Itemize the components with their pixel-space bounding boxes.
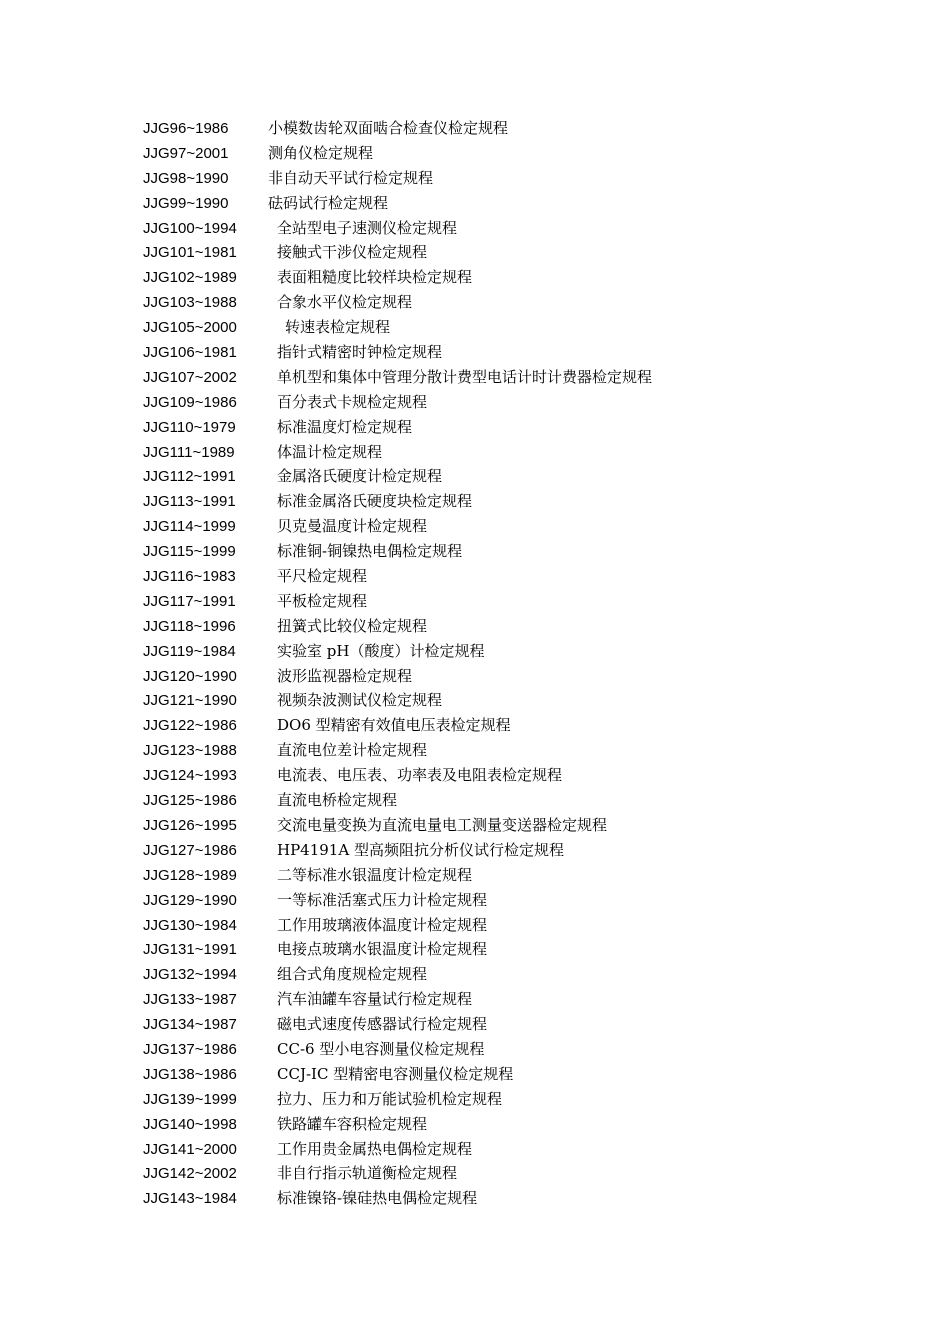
regulation-title: 转速表检定规程 xyxy=(285,318,391,337)
regulation-code: JJG127~1986 xyxy=(143,841,237,859)
regulation-title: 实验室 pH（酸度）计检定规程 xyxy=(277,641,485,660)
list-item xyxy=(143,639,923,664)
regulation-code: JJG142~2002 xyxy=(143,1165,237,1183)
regulation-code: JJG134~1987 xyxy=(143,1016,237,1034)
regulation-code: JJG140~1998 xyxy=(143,1115,237,1133)
regulation-title: 扭簧式比较仪检定规程 xyxy=(277,616,428,635)
list-item xyxy=(143,838,923,863)
list-item xyxy=(143,489,923,514)
list-item xyxy=(143,464,923,489)
regulation-title: 金属洛氏硬度计检定规程 xyxy=(277,467,443,486)
regulation-title: 百分表式卡规检定规程 xyxy=(277,392,428,411)
list-item xyxy=(143,514,923,539)
regulation-title: 铁路罐车容积检定规程 xyxy=(277,1114,428,1133)
list-item xyxy=(143,664,923,689)
regulation-code: JJG125~1986 xyxy=(143,792,237,810)
list-item xyxy=(143,340,923,365)
regulation-code: JJG128~1989 xyxy=(143,866,237,884)
list-item xyxy=(143,1087,923,1112)
list-item xyxy=(143,265,923,290)
list-item xyxy=(143,390,923,415)
regulation-title: 表面粗糙度比较样块检定规程 xyxy=(277,268,473,287)
regulation-title: 接触式干涉仪检定规程 xyxy=(277,243,428,262)
regulation-title: 测角仪检定规程 xyxy=(268,143,374,162)
regulation-code: JJG98~1990 xyxy=(143,169,229,187)
regulation-code: JJG126~1995 xyxy=(143,816,237,834)
list-item xyxy=(143,1062,923,1087)
list-item xyxy=(143,1012,923,1037)
regulation-title: 单机型和集体中管理分散计费型电话计时计费器检定规程 xyxy=(277,367,653,386)
regulation-code: JJG138~1986 xyxy=(143,1065,237,1083)
list-item xyxy=(143,962,923,987)
list-item xyxy=(143,713,923,738)
list-item xyxy=(143,1037,923,1062)
regulation-code: JJG103~1988 xyxy=(143,294,237,312)
list-item xyxy=(143,315,923,340)
list-item xyxy=(143,191,923,216)
list-item xyxy=(143,937,923,962)
regulation-code: JJG99~1990 xyxy=(143,194,229,212)
regulation-title: CC-6 型小电容测量仪检定规程 xyxy=(277,1039,485,1058)
regulation-title: 汽车油罐车容量试行检定规程 xyxy=(277,990,473,1009)
regulation-code: JJG130~1984 xyxy=(143,916,237,934)
list-item xyxy=(143,166,923,191)
regulation-code: JJG110~1979 xyxy=(143,418,236,436)
regulation-code: JJG101~1981 xyxy=(143,244,237,262)
regulation-title: 标准温度灯检定规程 xyxy=(277,417,413,436)
regulation-code: JJG113~1991 xyxy=(143,493,236,511)
regulation-title: HP4191A 型高频阻抗分析仪试行检定规程 xyxy=(277,840,564,859)
list-item xyxy=(143,987,923,1012)
regulation-code: JJG122~1986 xyxy=(143,717,237,735)
regulation-code: JJG120~1990 xyxy=(143,667,237,685)
regulation-title: 贝克曼温度计检定规程 xyxy=(277,517,428,536)
regulation-code: JJG115~1999 xyxy=(143,543,236,561)
regulation-code: JJG129~1990 xyxy=(143,891,237,909)
list-item xyxy=(143,913,923,938)
regulation-title: 组合式角度规检定规程 xyxy=(277,965,428,984)
regulation-title: 平尺检定规程 xyxy=(277,567,368,586)
regulation-title: 平板检定规程 xyxy=(277,591,368,610)
regulation-code: JJG105~2000 xyxy=(143,319,237,337)
regulation-title: 非自行指示轨道衡检定规程 xyxy=(277,1164,458,1183)
list-item xyxy=(143,589,923,614)
regulation-title: 波形监视器检定规程 xyxy=(277,666,413,685)
list-item xyxy=(143,1161,923,1186)
regulation-title: 直流电桥检定规程 xyxy=(277,791,398,810)
regulation-title: 指针式精密时钟检定规程 xyxy=(277,343,443,362)
list-item xyxy=(143,240,923,265)
regulation-code: JJG111~1989 xyxy=(143,443,235,461)
regulation-code: JJG123~1988 xyxy=(143,742,237,760)
regulation-title: 拉力、压力和万能试验机检定规程 xyxy=(277,1089,503,1108)
list-item xyxy=(143,564,923,589)
list-item xyxy=(143,539,923,564)
list-item xyxy=(143,763,923,788)
regulation-title: 磁电式速度传感器试行检定规程 xyxy=(277,1015,488,1034)
list-item xyxy=(143,888,923,913)
regulation-title: 全站型电子速测仪检定规程 xyxy=(277,218,458,237)
list-item xyxy=(143,1137,923,1162)
regulation-title: 非自动天平试行检定规程 xyxy=(268,168,434,187)
list-item xyxy=(143,863,923,888)
list-item xyxy=(143,813,923,838)
regulation-code: JJG114~1999 xyxy=(143,518,236,536)
regulation-title: 二等标准水银温度计检定规程 xyxy=(277,865,473,884)
regulation-code: JJG133~1987 xyxy=(143,991,237,1009)
list-item xyxy=(143,688,923,713)
regulation-code: JJG139~1999 xyxy=(143,1090,237,1108)
regulation-title: 工作用玻璃液体温度计检定规程 xyxy=(277,915,488,934)
regulation-title: 直流电位差计检定规程 xyxy=(277,741,428,760)
regulation-title: 一等标准活塞式压力计检定规程 xyxy=(277,890,488,909)
regulation-title: 小模数齿轮双面啮合检查仪检定规程 xyxy=(268,119,509,137)
regulation-code: JJG121~1990 xyxy=(143,692,237,710)
regulation-code: JJG124~1993 xyxy=(143,767,237,785)
regulation-title: 标准铜-铜镍热电偶检定规程 xyxy=(277,542,463,561)
regulation-code: JJG97~2001 xyxy=(143,144,229,162)
regulation-title: CCJ-IC 型精密电容测量仪检定规程 xyxy=(277,1064,514,1083)
regulation-code: JJG116~1983 xyxy=(143,568,236,586)
list-item xyxy=(143,738,923,763)
list-item xyxy=(143,365,923,390)
regulation-title: 交流电量变换为直流电量电工测量变送器检定规程 xyxy=(277,815,608,834)
regulation-code: JJG100~1994 xyxy=(143,219,237,237)
list-item xyxy=(143,1186,923,1211)
list-item xyxy=(143,788,923,813)
regulation-code: JJG96~1986 xyxy=(143,120,229,137)
regulation-code: JJG117~1991 xyxy=(143,592,236,610)
list-item xyxy=(143,290,923,315)
regulation-title: 标准金属洛氏硬度块检定规程 xyxy=(277,492,473,511)
regulation-code: JJG118~1996 xyxy=(143,617,236,635)
regulation-code: JJG112~1991 xyxy=(143,468,236,486)
regulation-title: 电接点玻璃水银温度计检定规程 xyxy=(277,940,488,959)
regulation-code: JJG119~1984 xyxy=(143,642,236,660)
regulation-code: JJG109~1986 xyxy=(143,393,237,411)
regulation-code: JJG137~1986 xyxy=(143,1040,237,1058)
regulation-title: 视频杂波测试仪检定规程 xyxy=(277,691,443,710)
regulation-title: 电流表、电压表、功率表及电阻表检定规程 xyxy=(277,766,563,785)
regulation-title: 标准镍铬-镍硅热电偶检定规程 xyxy=(277,1189,478,1208)
regulation-title: 体温计检定规程 xyxy=(277,442,383,461)
list-item xyxy=(143,216,923,241)
regulation-code: JJG102~1989 xyxy=(143,269,237,287)
list-item xyxy=(143,116,923,141)
regulation-code: JJG141~2000 xyxy=(143,1140,237,1158)
regulation-code: JJG131~1991 xyxy=(143,941,237,959)
list-item xyxy=(143,1112,923,1137)
regulation-title: 合象水平仪检定规程 xyxy=(277,293,413,312)
regulation-code: JJG106~1981 xyxy=(143,344,237,362)
regulation-title: 工作用贵金属热电偶检定规程 xyxy=(277,1139,473,1158)
regulation-code: JJG107~2002 xyxy=(143,368,237,386)
list-item xyxy=(143,440,923,465)
regulation-code: JJG143~1984 xyxy=(143,1190,237,1208)
regulation-list xyxy=(143,116,923,1211)
list-item xyxy=(143,614,923,639)
list-item xyxy=(143,415,923,440)
regulation-code: JJG132~1994 xyxy=(143,966,237,984)
regulation-title: 砝码试行检定规程 xyxy=(268,193,389,212)
regulation-title: DO6 型精密有效值电压表检定规程 xyxy=(277,716,511,735)
list-item xyxy=(143,141,923,166)
